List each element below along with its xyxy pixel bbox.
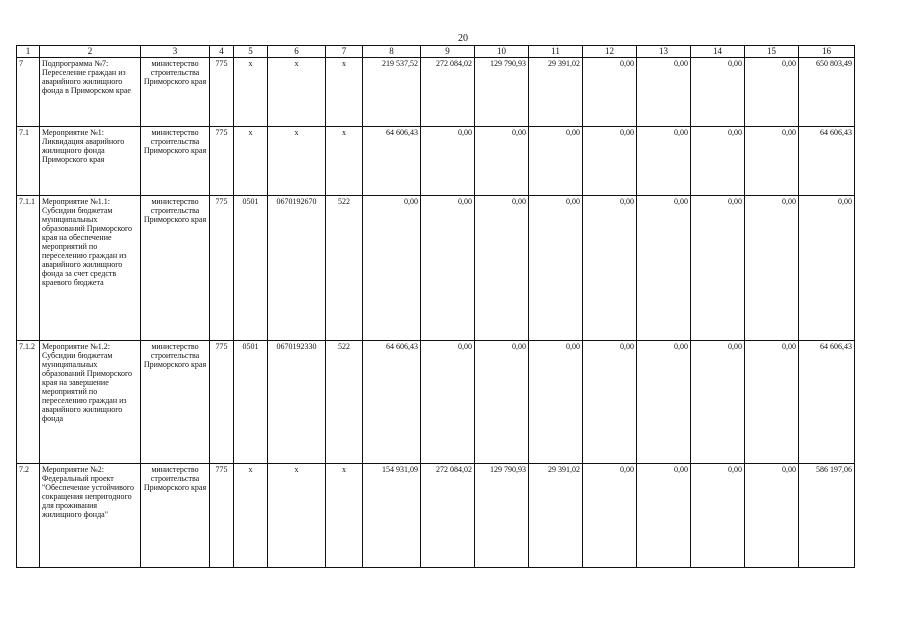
column-header: 13 xyxy=(637,46,691,58)
cell-col16: 0,00 xyxy=(799,196,855,341)
cell-col7: х xyxy=(326,127,363,196)
cell-col13: 0,00 xyxy=(637,127,691,196)
cell-col10: 129 790,93 xyxy=(475,464,529,568)
column-header: 3 xyxy=(141,46,210,58)
cell-col16: 650 803,49 xyxy=(799,58,855,127)
cell-col9: 0,00 xyxy=(421,341,475,464)
column-header: 16 xyxy=(799,46,855,58)
cell-col7: 522 xyxy=(326,196,363,341)
row-executor: министерство строительства Приморского края xyxy=(141,341,210,464)
cell-col6: 0670192670 xyxy=(268,196,326,341)
cell-col11: 0,00 xyxy=(529,127,583,196)
table-header-row xyxy=(17,46,855,58)
row-number: 7.1.1 xyxy=(17,196,40,341)
cell-col15: 0,00 xyxy=(745,464,799,568)
cell-col8: 0,00 xyxy=(363,196,421,341)
cell-col8: 64 606,43 xyxy=(363,341,421,464)
column-header: 14 xyxy=(691,46,745,58)
row-number: 7 xyxy=(17,58,40,127)
row-number: 7.1 xyxy=(17,127,40,196)
cell-col6: х xyxy=(268,464,326,568)
cell-col4: 775 xyxy=(210,464,234,568)
cell-col12: 0,00 xyxy=(583,464,637,568)
column-header: 6 xyxy=(268,46,326,58)
cell-col15: 0,00 xyxy=(745,196,799,341)
cell-col9: 0,00 xyxy=(421,127,475,196)
column-header: 10 xyxy=(475,46,529,58)
column-header: 12 xyxy=(583,46,637,58)
column-header: 15 xyxy=(745,46,799,58)
cell-col9: 0,00 xyxy=(421,196,475,341)
cell-col13: 0,00 xyxy=(637,341,691,464)
column-header: 2 xyxy=(40,46,141,58)
cell-col12: 0,00 xyxy=(583,341,637,464)
cell-col12: 0,00 xyxy=(583,58,637,127)
row-name: Мероприятие №1.2: Субсидии бюджетам муниципальных образований Приморского края на завершение мероприятий по переселению граждан из аварийного жилищного фонда xyxy=(40,341,141,464)
cell-col4: 775 xyxy=(210,341,234,464)
cell-col6: х xyxy=(268,58,326,127)
cell-col5: 0501 xyxy=(234,196,268,341)
row-executor: министерство строительства Приморского края xyxy=(141,196,210,341)
table-row xyxy=(17,127,855,196)
cell-col9: 272 084,02 xyxy=(421,464,475,568)
cell-col11: 0,00 xyxy=(529,341,583,464)
column-header: 7 xyxy=(326,46,363,58)
row-name: Мероприятие №1.1: Субсидии бюджетам муниципальных образований Приморского края на обеспечение мероприятий по переселению граждан из аварийного жилищного фонда за счет средств краевого бюджета xyxy=(40,196,141,341)
cell-col4: 775 xyxy=(210,196,234,341)
cell-col16: 64 606,43 xyxy=(799,341,855,464)
cell-col14: 0,00 xyxy=(691,58,745,127)
column-header: 5 xyxy=(234,46,268,58)
table-row xyxy=(17,464,855,568)
row-name: Мероприятие №1: Ликвидация аварийного жилищного фонда Приморского края xyxy=(40,127,141,196)
cell-col16: 586 197,06 xyxy=(799,464,855,568)
cell-col7: 522 xyxy=(326,341,363,464)
cell-col6: 0670192330 xyxy=(268,341,326,464)
cell-col10: 0,00 xyxy=(475,196,529,341)
cell-col13: 0,00 xyxy=(637,196,691,341)
cell-col14: 0,00 xyxy=(691,127,745,196)
cell-col10: 0,00 xyxy=(475,341,529,464)
row-name: Мероприятие №2: Федеральный проект "Обеспечение устойчивого сокращения непригодного для проживания жилищного фонда" xyxy=(40,464,141,568)
table-row xyxy=(17,58,855,127)
cell-col8: 219 537,52 xyxy=(363,58,421,127)
column-header: 8 xyxy=(363,46,421,58)
cell-col11: 29 391,02 xyxy=(529,58,583,127)
cell-col13: 0,00 xyxy=(637,58,691,127)
cell-col4: 775 xyxy=(210,127,234,196)
cell-col5: х xyxy=(234,127,268,196)
cell-col11: 29 391,02 xyxy=(529,464,583,568)
column-header: 11 xyxy=(529,46,583,58)
cell-col12: 0,00 xyxy=(583,127,637,196)
budget-table xyxy=(16,45,855,568)
column-header: 9 xyxy=(421,46,475,58)
cell-col5: х xyxy=(234,58,268,127)
cell-col16: 64 606,43 xyxy=(799,127,855,196)
cell-col15: 0,00 xyxy=(745,127,799,196)
column-header: 1 xyxy=(17,46,40,58)
cell-col12: 0,00 xyxy=(583,196,637,341)
cell-col9: 272 084,02 xyxy=(421,58,475,127)
cell-col7: х xyxy=(326,58,363,127)
cell-col7: х xyxy=(326,464,363,568)
column-header: 4 xyxy=(210,46,234,58)
row-number: 7.2 xyxy=(17,464,40,568)
row-executor: министерство строительства Приморского края xyxy=(141,58,210,127)
page-number: 20 xyxy=(458,33,468,44)
cell-col6: х xyxy=(268,127,326,196)
row-executor: министерство строительства Приморского края xyxy=(141,464,210,568)
cell-col8: 154 931,09 xyxy=(363,464,421,568)
cell-col15: 0,00 xyxy=(745,341,799,464)
cell-col10: 0,00 xyxy=(475,127,529,196)
cell-col11: 0,00 xyxy=(529,196,583,341)
cell-col13: 0,00 xyxy=(637,464,691,568)
cell-col8: 64 606,43 xyxy=(363,127,421,196)
cell-col14: 0,00 xyxy=(691,464,745,568)
cell-col10: 129 790,93 xyxy=(475,58,529,127)
row-name: Подпрограмма №7: Переселение граждан из аварийного жилищного фонда в Приморском крае xyxy=(40,58,141,127)
cell-col4: 775 xyxy=(210,58,234,127)
table-row xyxy=(17,341,855,464)
cell-col15: 0,00 xyxy=(745,58,799,127)
table-row xyxy=(17,196,855,341)
cell-col14: 0,00 xyxy=(691,196,745,341)
cell-col14: 0,00 xyxy=(691,341,745,464)
cell-col5: х xyxy=(234,464,268,568)
cell-col5: 0501 xyxy=(234,341,268,464)
row-number: 7.1.2 xyxy=(17,341,40,464)
row-executor: министерство строительства Приморского края xyxy=(141,127,210,196)
